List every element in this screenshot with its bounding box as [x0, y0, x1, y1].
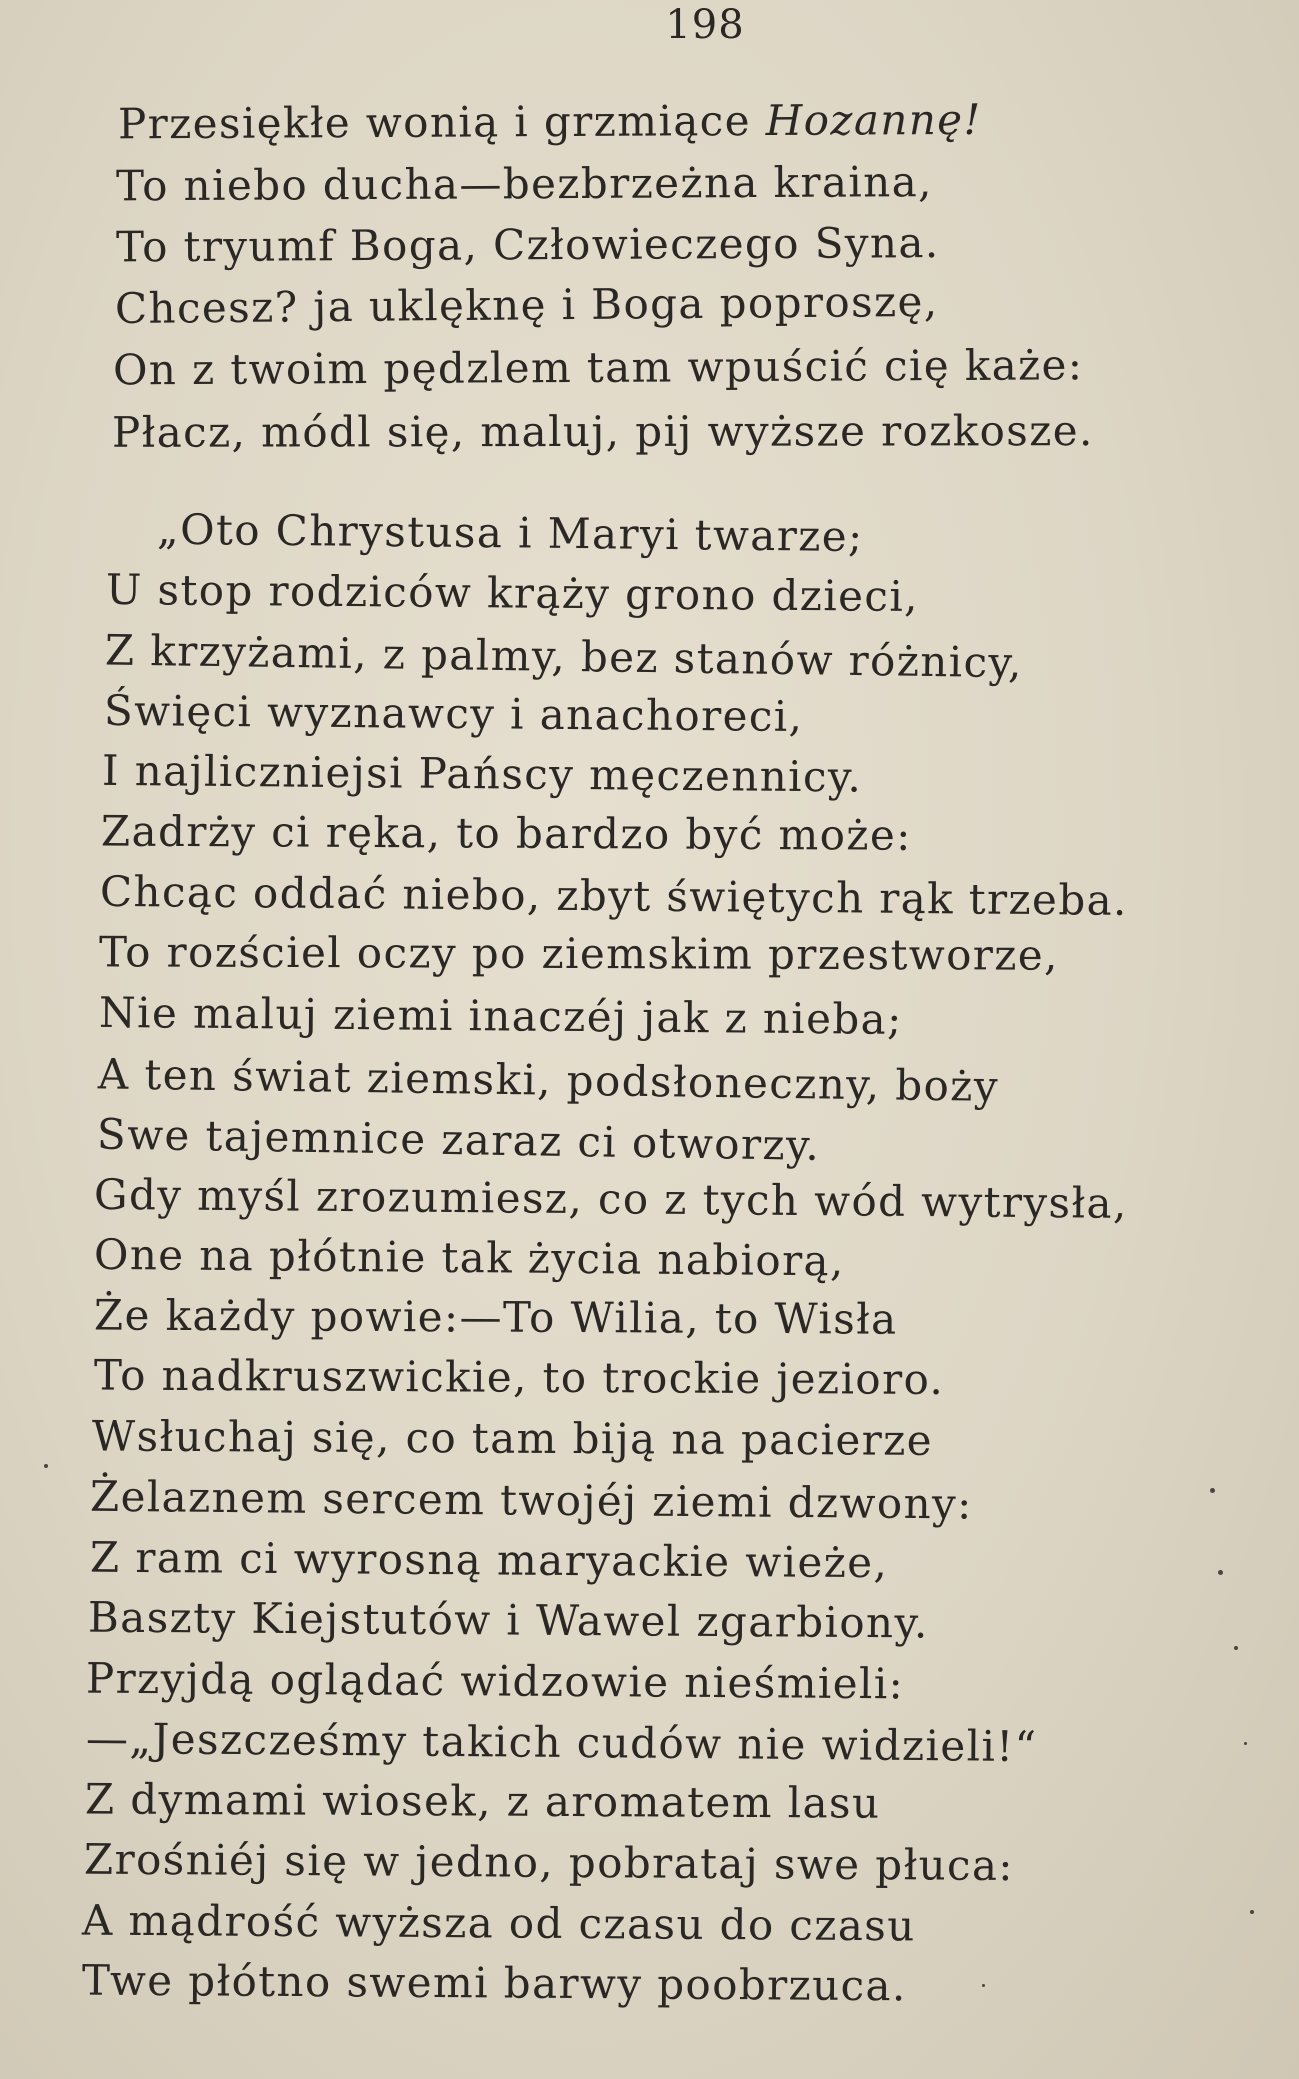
stanza-2	[0, 498, 1299, 2011]
verse-line: Z krzyżami, z palmy, bez stanów różnicy,	[104, 625, 1024, 688]
verse-line: A ten świat ziemski, podsłoneczny, boży	[97, 1048, 1000, 1111]
verse-line: Chcesz? ja uklęknę i Boga poproszę,	[114, 276, 939, 333]
verse-line: Zrośniéj się w jedno, pobrataj swe płuca:	[83, 1834, 1015, 1891]
verse-line: Gdy myśl zrozumiesz, co z tych wód wytrysła,	[93, 1169, 1128, 1228]
verse-line: Żelaznem sercem twojéj ziemi dzwony:	[89, 1471, 973, 1529]
page-number: 198	[665, 2, 745, 48]
verse-line: To nadkruszwickie, to trockie jezioro.	[93, 1350, 945, 1404]
paper-speck	[1234, 1646, 1238, 1650]
verse-line: „Oto Chrystusa i Maryi twarze;	[156, 504, 864, 562]
verse-line: Swe tajemnice zaraz ci otworzy.	[96, 1109, 821, 1170]
verse-line: Chcąc oddać niebo, zbyt świętych rąk trzeba.	[99, 866, 1129, 925]
verse-line: Twe płótno swemi barwy poobrzuca.	[81, 1955, 907, 2011]
verse-line: Przyjdą oglądać widzowie nieśmieli:	[85, 1653, 905, 1708]
verse-line: Święci wyznawcy i anachoreci,	[103, 685, 804, 741]
verse-line: A mądrość wyższa od czasu do czasu	[81, 1895, 916, 1950]
verse-line: Wsłuchaj się, co tam biją na pacierze	[91, 1410, 934, 1465]
paper-speck	[44, 1464, 48, 1468]
verse-line: Z dymami wiosek, z aromatem lasu	[84, 1773, 881, 1828]
verse-line: Baszty Kiejstutów i Wawel zgarbiony.	[87, 1592, 929, 1648]
verse-line: To rozściel oczy po ziemskim przestworze,	[98, 926, 1059, 980]
verse-line: To niebo ducha—bezbrzeżna kraina,	[115, 156, 933, 210]
verse-line: Płacz, módl się, maluj, pij wyższe rozkosze.	[111, 405, 1094, 457]
verse-line: Że każdy powie:—To Wilia, to Wisła	[93, 1289, 898, 1344]
verse-line	[0, 87, 1299, 155]
paper-speck	[1250, 1910, 1254, 1914]
paper-speck	[1218, 1570, 1223, 1575]
verse-line: Z ram ci wyrosną maryackie wieże,	[89, 1532, 889, 1587]
stanza-1	[0, 94, 1299, 463]
verse-line-emphasis: Hozannę!	[765, 94, 982, 145]
verse-line: I najliczniejsi Pańscy męczennicy.	[101, 745, 863, 802]
verse-line: To tryumf Boga, Człowieczego Syna.	[115, 218, 940, 272]
verse-line: U stop rodziców krąży grono dzieci,	[105, 564, 920, 621]
verse-line: Nie maluj ziemi inaczéj jak z nieba;	[98, 987, 903, 1044]
verse-line: Zadrży ci ręka, to bardzo być może:	[100, 806, 912, 860]
verse-line: One na płótnie tak życia nabiorą,	[93, 1229, 845, 1286]
verse-line-text: Przesiękłe wonią i grzmiące	[117, 95, 766, 149]
verse-line: —„Jeszcześmy takich cudów nie widzieli!“	[85, 1713, 1038, 1772]
verse-line: On z twoim pędzlem tam wpuścić cię każe:	[112, 340, 1084, 395]
paper-speck	[1244, 1742, 1247, 1745]
paper-speck	[982, 1984, 985, 1987]
paper-speck	[1210, 1488, 1215, 1493]
